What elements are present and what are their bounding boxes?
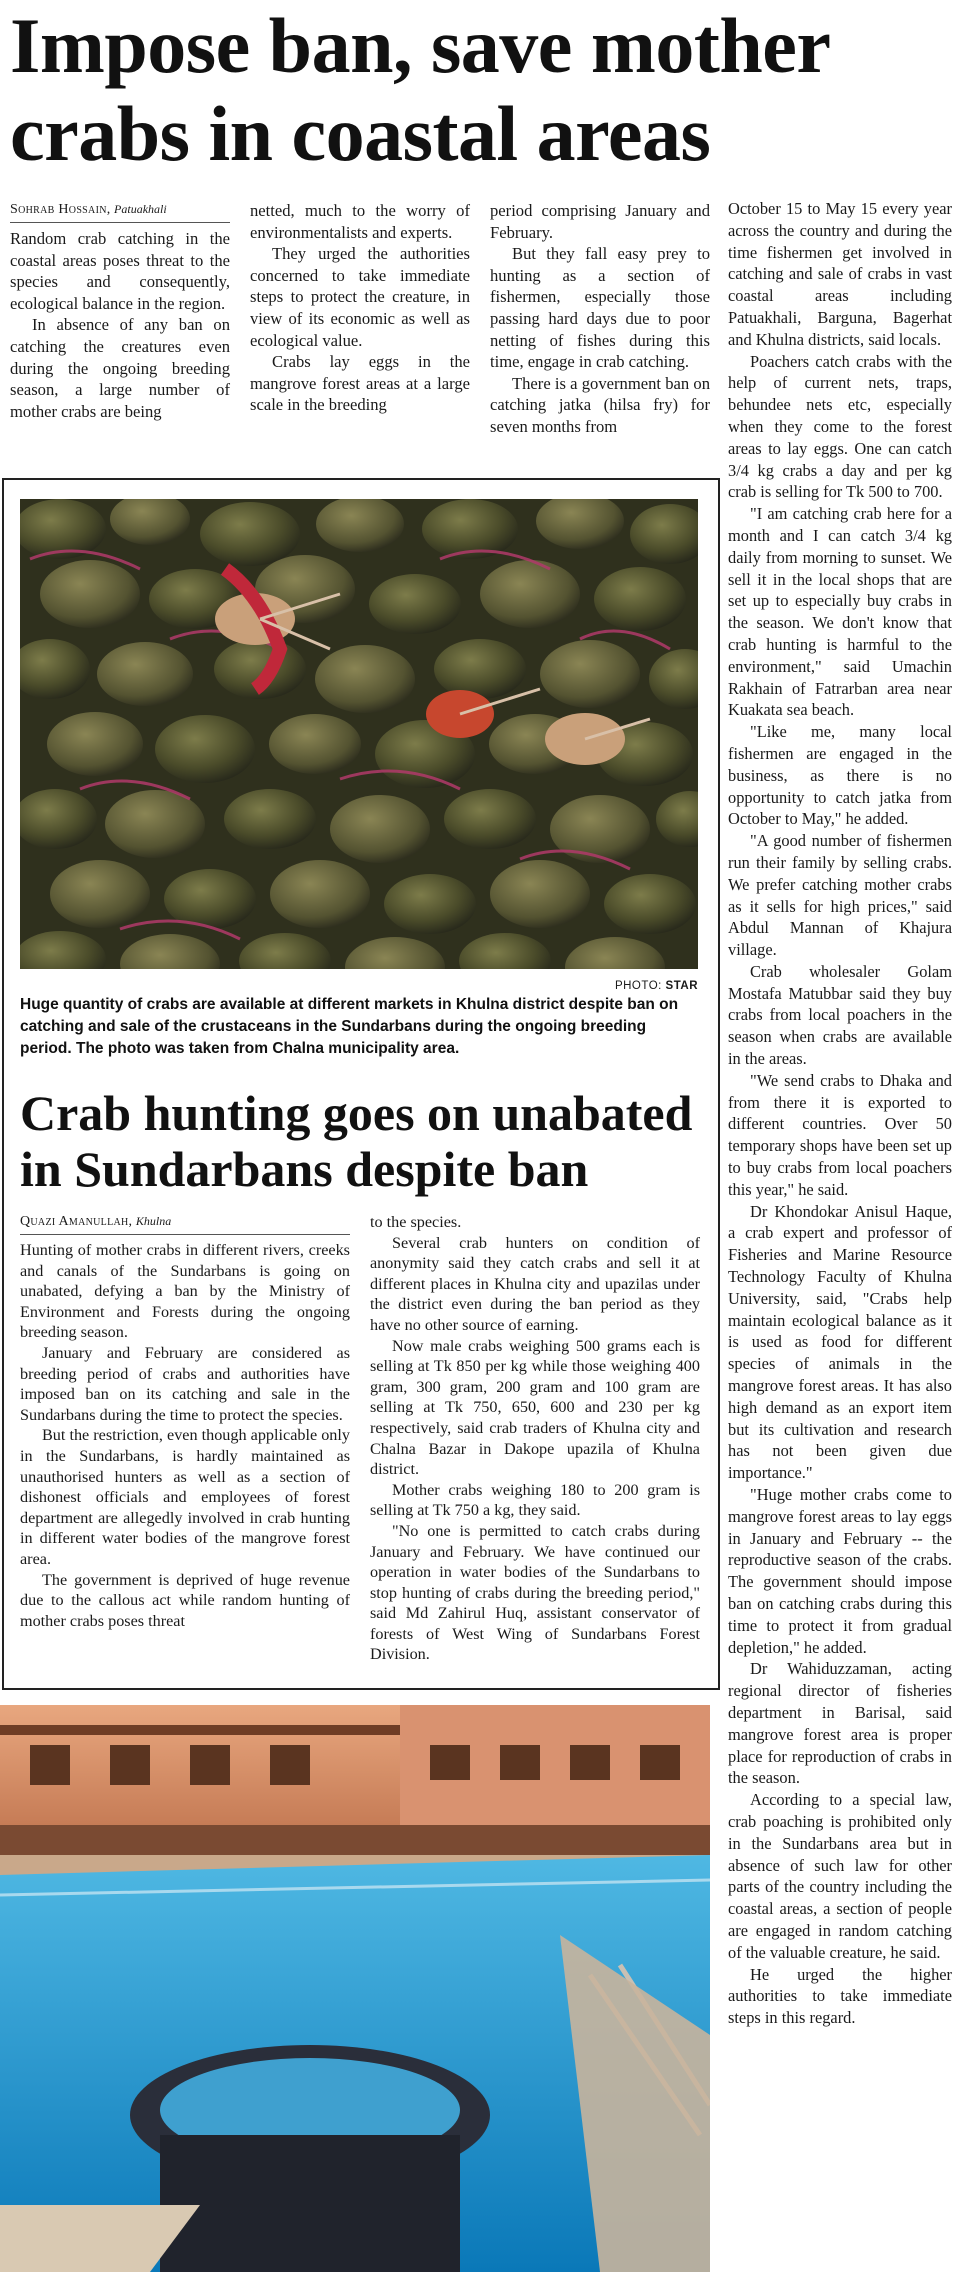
article1-column-2 — [250, 200, 470, 416]
paragraph: But they fall easy prey to hunting as a section of fishermen, especially those passing hard days due to poor netting of fishes during this time, engage in crab catching. — [490, 244, 710, 372]
paragraph: "I am catching crab here for a month and I can catch 3/4 kg daily from morning to sunset. We sell it in the local shops that are set up to especially buy crabs in the season. We don't know that crab hunting is harmful to the environment," said Umachin Rakhain of Fatrarban area near Kuakata sea beach. — [728, 504, 952, 720]
article2-byline — [20, 1212, 350, 1235]
paragraph: Hunting of mother crabs in different rivers, creeks and canals of the Sundarbans is going on unabated, defying a ban by the Ministry of Environment and Forests during the ongoing breeding season. — [20, 1241, 350, 1342]
paragraph: He urged the higher authorities to take immediate steps in this regard. — [728, 1964, 952, 2028]
paragraph: Poachers catch crabs with the help of current nets, traps, behundee nets etc, especially when they come to the forest areas to lay eggs. One can catch 3/4 kg crabs a day and per kg crab is selling for Tk 500 to 700. — [728, 351, 952, 502]
paragraph: Now male crabs weighing 500 grams each is selling at Tk 850 per kg while those weighing 400 gram, 300 gram, 200 gram and 100 gram are selling at Tk 750, 650, 600 and 230 per kg respectively, said crab traders of Khulna city and Chalna Bazar in Dakope upazila of Khulna district. — [370, 1336, 700, 1479]
paragraph: "No one is permitted to catch crabs during January and February. We have continued our operation in water bodies of the Sundarbans to stop hunting of crabs during the breeding period," said Md Zahirul Huq, assistant conservator of forests of West Wing of Sundarbans Forest Division. — [370, 1521, 700, 1664]
paragraph: They urged the authorities concerned to take immediate steps to protect the creature, in view of its economic as well as ecological value. — [250, 244, 470, 350]
paragraph: "Huge mother crabs come to mangrove forest areas to lay eggs in January and February -- the reproductive season of the crabs. The government should impose ban on catching crabs during this time to protect it from gradual depletion," he added. — [728, 1485, 952, 1657]
article1-byline-place: Patuakhali — [114, 202, 167, 216]
article1-column-4 — [728, 198, 952, 2029]
paragraph: Crab wholesaler Golam Mostafa Matubbar said they buy crabs from local poachers in the season when crabs are available in the areas. — [728, 961, 952, 1069]
pool-advertisement-photo — [0, 1705, 710, 2272]
paragraph: Mother crabs weighing 180 to 200 gram is selling at Tk 750 a kg, they said. — [370, 1480, 700, 1520]
paragraph: Dr Khondokar Anisul Haque, a crab expert and professor of Fisheries and Marine Resource Technology Faculty of Khulna University, said, "Crabs help maintain ecological balance as it is used as food for different species of animals in the mangrove forest areas. It has also high demand as an export item but its cultivation and research has not been given due importance." — [728, 1201, 952, 1483]
paragraph: But the restriction, even though applicable only in the Sundarbans, is hardly maintained as unauthorised hunters as well as a section of dishonest officials and employees of forest department are allegedly involved in crab hunting in different water bodies of the mangrove forest area. — [20, 1426, 350, 1568]
crabs-photo — [20, 499, 698, 969]
article2-byline-name: Quazi Amanullah, — [20, 1214, 133, 1229]
paragraph: October 15 to May 15 every year across the country and during the time fishermen get involved in catching and sale of crabs in vast coastal areas including Patuakhali, Barguna, Bagerhat and Khulna districts, said locals. — [728, 199, 952, 349]
paragraph: There is a government ban on catching jatka (hilsa fry) for seven months from — [490, 373, 710, 436]
paragraph: Crabs lay eggs in the mangrove forest areas at a large scale in the breeding — [250, 352, 470, 415]
paragraph: to the species. — [370, 1213, 462, 1231]
paragraph: "Like me, many local fishermen are engaged in the business, as there is no opportunity to catch jatka from October to May," he added. — [728, 722, 952, 829]
photo-caption: Huge quantity of crabs are available at different markets in Khulna district despite ban on catching and sale of the crustaceans in the Sundarbans during the ongoing breeding period. The photo was taken from Chalna municipality area. — [20, 996, 679, 1057]
photo-credit-source: STAR — [665, 980, 698, 992]
paragraph: "We send crabs to Dhaka and from there it is exported to different countries. Over 50 temporary shops have been set up to buy crabs from local poachers this year," he said. — [728, 1070, 952, 1199]
article1-column-1 — [10, 200, 230, 422]
paragraph: The government is deprived of huge revenue due to the callous act while random hunting of mother crabs poses threat — [20, 1570, 350, 1630]
paragraph: period comprising January and February. — [490, 201, 710, 242]
paragraph: In absence of any ban on catching the creatures even during the ongoing breeding season, a large number of mother crabs are being — [10, 315, 230, 421]
photo-credit-label: PHOTO: — [614, 980, 662, 992]
page-headline: Impose ban, save mother crabs in coastal areas — [10, 2, 830, 177]
article2-byline-place: Khulna — [135, 1214, 172, 1228]
article1-column-3 — [490, 200, 710, 438]
article2-headline: Crab hunting goes on unabated in Sundarbans despite ban — [20, 1085, 693, 1197]
article2-column-2 — [370, 1212, 700, 1665]
article2-column-1 — [20, 1212, 350, 1631]
paragraph: "A good number of fishermen run their family by selling crabs. We prefer catching mother crabs as it sells for high prices," said Abdul Mannan of Khajura village. — [728, 831, 952, 960]
paragraph: netted, much to the worry of environmentalists and experts. — [250, 201, 470, 242]
paragraph: Dr Wahiduzzaman, acting regional director of fisheries department in Barisal, said mangrove forest area is proper place for reproduction of crabs in the season. — [728, 1659, 952, 1788]
article1-byline-name: Sohrab Hossain, — [10, 202, 111, 217]
article1-byline — [10, 200, 230, 223]
paragraph: January and February are considered as breeding period of crabs and authorities have imposed ban on its catching and sale in the Sundarbans during the time to protect the species. — [20, 1343, 350, 1424]
paragraph: Random crab catching in the coastal areas poses threat to the species and consequently, ecological balance in the region. — [10, 229, 230, 313]
photo-credit — [560, 980, 698, 992]
paragraph: According to a special law, crab poaching is prohibited only in the Sundarbans area but in absence of such law for other parts of the country including the coastal areas, a section of people are engaged in random catching of the valuable creature, he said. — [728, 1790, 952, 1962]
paragraph: Several crab hunters on condition of anonymity said they catch crabs and sell it at different places in Khulna city and upazilas under the district even during the ban period as they have no other source of earning. — [370, 1233, 700, 1334]
